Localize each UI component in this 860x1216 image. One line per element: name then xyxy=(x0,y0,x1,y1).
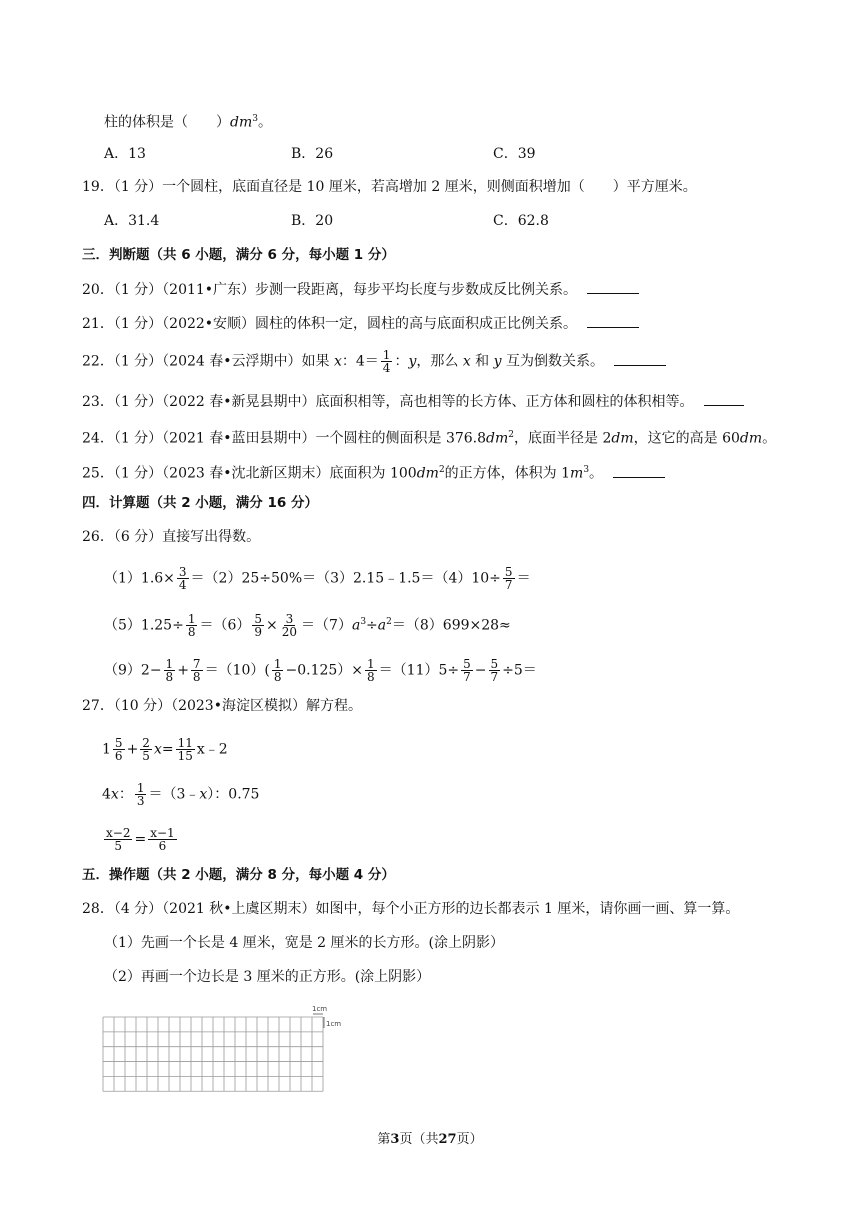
q19-option-b: B．20 xyxy=(291,213,334,229)
q18-option-b: B．26 xyxy=(291,146,334,162)
fraction: $\frac{5}{7}$ xyxy=(504,565,513,592)
q26-text: 26．（6 分）直接写出得数。 xyxy=(82,529,261,545)
q19-option-a: A．31.4 xyxy=(104,213,160,229)
answer-blank[interactable] xyxy=(613,463,665,478)
q24-text: 24．（1 分）（2021 春•蓝田县期中）一个圆柱的侧面积是 $376.8dm^2$，底面半径是 2dm，这它的高是 60dm。 xyxy=(82,430,777,447)
equation-2: 4x： $\frac{1}{3}$ ＝（3﹣x）：0.75 xyxy=(102,781,260,808)
q21-text: 21．（1 分）（2022•安顺）圆柱的体积一定，圆柱的高与底面积成正比例关系。 xyxy=(82,313,639,334)
page-total: 27 xyxy=(438,1132,457,1147)
fraction: $\frac{1}{8}$ xyxy=(165,657,174,684)
grid-height-label: 1cm xyxy=(326,1020,342,1028)
q23-text: 23．（1 分）（2022 春•新晃县期中）底面积相等，高也相等的长方体、正方体和圆柱的体积相等。 xyxy=(82,391,744,412)
fraction: $\frac{5}{9}$ xyxy=(254,612,263,640)
q25-text: 25．（1 分）（2023 春•沈北新区期末）底面积为 $100dm^2$的正方体，体积为 $1m^3$。 xyxy=(82,460,665,484)
fraction: $\frac{7}{8}$ xyxy=(192,657,201,684)
section-5-heading: 五．操作题（共 2 小题，满分 8 分，每小题 4 分） xyxy=(82,867,395,883)
fraction: $\frac{x-1}{6}$ xyxy=(150,826,175,853)
answer-blank[interactable] xyxy=(614,351,666,366)
q28-part-1: （1）先画一个长是 4 厘米，宽是 2 厘米的长方形。(涂上阴影） xyxy=(104,935,504,951)
fraction: $\frac{3}{4}$ xyxy=(178,565,187,592)
grid-svg[interactable] xyxy=(102,1005,342,1100)
q18-text: 柱的体积是（ ）$dm^3$。 xyxy=(104,114,272,131)
q20-text: 20．（1 分）（2011•广东）步测一段距离，每步平均长度与步数成反比例关系。 xyxy=(82,279,639,300)
fraction: $\frac{1}{4}$ xyxy=(382,348,391,375)
fraction: $\frac{5}{6}$ xyxy=(114,736,123,763)
q28-part-2: （2）再画一个边长是 3 厘米的正方形。(涂上阴影） xyxy=(104,969,431,985)
fraction: $\frac{2}{5}$ xyxy=(142,736,150,763)
fraction: $\frac{1}{8}$ xyxy=(187,612,196,640)
grid-width-label: 1cm xyxy=(312,1005,328,1013)
equation-1: 1 $\frac{5}{6}$ + $\frac{2}{5}$ x= $\frac{11}{15}$ x﹣2 xyxy=(102,736,228,763)
square-grid[interactable] xyxy=(102,1005,342,1104)
fraction: $\frac{5}{7}$ xyxy=(463,657,471,684)
q18-option-c: C．39 xyxy=(493,146,536,162)
fraction: $\frac{3}{20}$ xyxy=(281,612,298,640)
answer-blank[interactable] xyxy=(587,279,639,294)
section-4-heading: 四．计算题（共 2 小题，满分 16 分） xyxy=(82,495,318,511)
fraction: $\frac{5}{7}$ xyxy=(490,657,499,684)
fraction: $\frac{11}{15}$ xyxy=(177,736,193,763)
answer-blank[interactable] xyxy=(704,391,744,406)
q19-option-c: C．62.8 xyxy=(493,213,549,229)
fraction: $\frac{1}{8}$ xyxy=(367,657,375,684)
equation-3: $\frac{x-2}{5}$ = $\frac{x-1}{6}$ xyxy=(106,826,175,853)
q26-row-2: （5）1.25÷ $\frac{1}{8}$ ＝（6） $\frac{5}{9}$ × $\frac{3}{20}$ $=(7)a^3\div a^2=(8)699\times 28\approx$ xyxy=(104,612,511,640)
page-number: 3 xyxy=(390,1132,400,1147)
q28-text: 28．（4 分）（2021 秋•上虞区期末）如图中，每个小正方形的边长都表示 1 厘米，请你画一画、算一算。 xyxy=(82,901,740,917)
page-footer: 第3页（共27页） xyxy=(377,1132,483,1147)
answer-blank[interactable] xyxy=(587,313,639,328)
fraction: $\frac{1}{8}$ xyxy=(273,657,282,684)
q26-row-3: （9）2− $\frac{1}{8}$ + $\frac{7}{8}$ ＝（10）( $\frac{1}{8}$ −0.125）× $\frac{1}{8}$ ＝（11）5÷ $\frac{5}{7}$ − $\frac{5}{7}$ ÷5＝ xyxy=(104,657,537,684)
q22-text: 22．（1 分）（2024 春•云浮期中）如果 x：4＝ $\frac{1}{4}$ ：y，那么 x 和 y 互为倒数关系。 xyxy=(82,349,666,374)
section-3-heading: 三．判断题（共 6 小题，满分 6 分，每小题 1 分） xyxy=(82,247,395,263)
q19-text: 19．（1 分）一个圆柱，底面直径是 10 厘米，若高增加 2 厘米，则侧面积增加（ ）平方厘米。 xyxy=(82,179,697,195)
q18-option-a: A．13 xyxy=(104,146,146,162)
fraction: $\frac{1}{3}$ xyxy=(136,781,145,808)
fraction: $\frac{x-2}{5}$ xyxy=(106,826,131,853)
q26-row-1: （1）1.6× $\frac{3}{4}$ ＝（2）25÷50%＝（3）2.15﹣1.5＝（4）10÷ $\frac{5}{7}$ ＝ xyxy=(104,565,531,592)
q27-text: 27．（10 分）（2023•海淀区模拟）解方程。 xyxy=(82,698,362,714)
